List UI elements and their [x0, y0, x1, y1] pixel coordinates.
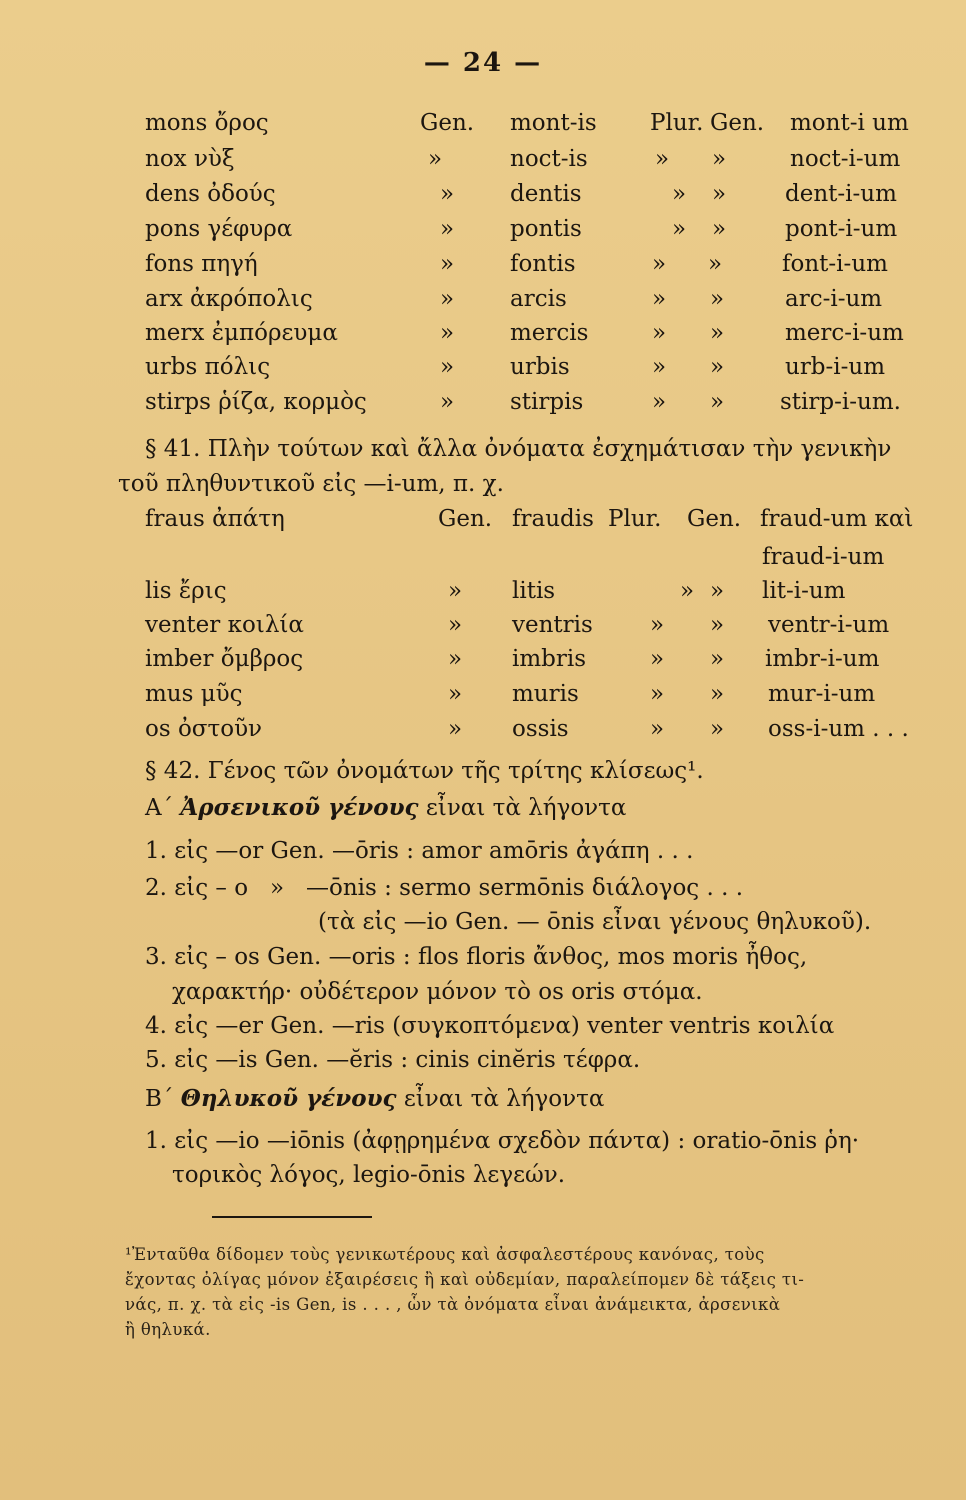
ditto-mark: »	[712, 146, 727, 172]
ditto-mark: »	[440, 354, 455, 380]
gen-plural: oss-i-um . . .	[768, 716, 909, 742]
ditto-mark: »	[710, 646, 725, 672]
rule-item-3-cont: χαρακτήρ· οὐδέτερον μόνον τὸ os oris στόμα.	[172, 979, 703, 1005]
masculine-heading	[145, 791, 626, 825]
gen-singular: muris	[512, 681, 579, 707]
footnote-line: ἢ θηλυκά.	[125, 1320, 211, 1339]
rule-item-2: 2. εἰς – o » —ōnis : sermo sermōnis διάλογος . . .	[145, 875, 744, 901]
ditto-mark: »	[428, 146, 443, 172]
ditto-mark: »	[650, 681, 665, 707]
gen-plural: noct-i-um	[790, 146, 901, 172]
ditto-mark: »	[650, 716, 665, 742]
ditto-mark: »	[650, 612, 665, 638]
ditto-mark: »	[650, 646, 665, 672]
table-row	[0, 354, 966, 388]
gen-singular: dentis	[510, 181, 582, 207]
table-row	[0, 578, 966, 612]
gen-singular: mercis	[510, 320, 589, 346]
ditto-mark: »	[710, 354, 725, 380]
noun-entry: dens ὀδούς	[145, 181, 276, 207]
gen-plural: pont-i-um	[785, 216, 898, 242]
gen-plural: stirp-i-um.	[780, 389, 901, 415]
rule-item-5: 5. εἰς —is Gen. —ĕris : cinis cinĕris τέφρα.	[145, 1047, 641, 1073]
ditto-mark: »	[440, 286, 455, 312]
gen-plural: urb-i-um	[785, 354, 886, 380]
noun-entry: mus μῦς	[145, 681, 243, 707]
gen-singular: litis	[512, 578, 556, 604]
gen-plural: fraud-um καὶ	[760, 506, 914, 532]
gen-singular: stirpis	[510, 389, 584, 415]
footnote-divider	[212, 1216, 372, 1218]
footnote-line: ἔχοντας ὀλίγας μόνον ἐξαιρέσεις ἢ καὶ οὐδεμίαν, παραλείπομεν δὲ τάξεις τι-	[125, 1270, 805, 1289]
gen-plural: ventr-i-um	[768, 612, 890, 638]
noun-entry: pons γέφυρα	[145, 216, 293, 242]
gen-label: Gen.	[687, 506, 742, 532]
gen-plural: font-i-um	[782, 251, 888, 277]
table-row	[0, 181, 966, 215]
gen-singular: pontis	[510, 216, 582, 242]
ditto-mark: »	[652, 286, 667, 312]
noun-entry: mons ὄρος	[145, 110, 269, 136]
gen-plural: mur-i-um	[768, 681, 876, 707]
ditto-mark: »	[652, 354, 667, 380]
section-41-line1: § 41. Πλὴν τούτων καὶ ἄλλα ὀνόματα ἐσχημάτισαν τὴν γενικὴν	[145, 436, 892, 462]
page-number: — 24 —	[423, 48, 543, 78]
noun-entry: fraus ἀπάτη	[145, 506, 285, 532]
ditto-mark: »	[448, 612, 463, 638]
gen-singular: fraudis	[512, 506, 594, 532]
gen-label: Gen.	[710, 110, 765, 136]
masculine-label: Ἀρσενικοῦ γένους	[180, 794, 419, 821]
noun-entry: urbs πόλις	[145, 354, 271, 380]
table-row	[0, 146, 966, 180]
noun-entry: os ὀστοῦν	[145, 716, 263, 742]
gen-singular: noct-is	[510, 146, 588, 172]
rule-item-1: 1. εἰς —or Gen. —ōris : amor amōris ἀγάπη . . .	[145, 838, 694, 864]
ditto-mark: »	[708, 251, 723, 277]
ditto-mark: »	[710, 612, 725, 638]
noun-entry: arx ἀκρόπολις	[145, 286, 313, 312]
gen-singular: mont-is	[510, 110, 597, 136]
ditto-mark: »	[440, 216, 455, 242]
masculine-rest: εἶναι τὰ λήγοντα	[418, 795, 627, 821]
table-row	[0, 216, 966, 250]
gen-plural: lit-i-um	[762, 578, 846, 604]
table-row	[0, 544, 966, 578]
ditto-mark: »	[440, 181, 455, 207]
noun-entry: lis ἔρις	[145, 578, 227, 604]
ditto-mark: »	[440, 389, 455, 415]
ditto-mark: »	[440, 320, 455, 346]
table-row	[0, 320, 966, 354]
feminine-heading	[145, 1082, 604, 1116]
ditto-mark: »	[652, 389, 667, 415]
gen-label: Gen.	[420, 110, 475, 136]
noun-entry: venter κοιλία	[145, 612, 304, 638]
noun-entry: imber ὄμβρος	[145, 646, 304, 672]
feminine-item-1: 1. εἰς —io —iōnis (ἀφῃρημένα σχεδὸν πάντα) : oratio-ōnis ῥη·	[145, 1128, 860, 1154]
ditto-mark: »	[710, 286, 725, 312]
feminine-item-1-cont: τορικὸς λόγος, legio-ōnis λεγεών.	[172, 1162, 566, 1188]
ditto-mark: »	[672, 181, 687, 207]
gen-plural: arc-i-um	[785, 286, 883, 312]
table-row	[0, 110, 966, 144]
gen-singular: ventris	[512, 612, 593, 638]
table-row	[0, 286, 966, 320]
feminine-label: Θηλυκοῦ γένους	[180, 1085, 397, 1112]
table-row	[0, 681, 966, 715]
noun-entry: merx ἐμπόρευμα	[145, 320, 338, 346]
section-41-line2: τοῦ πληθυντικοῦ εἰς —i-um, π. χ.	[118, 471, 504, 497]
noun-entry: fons πηγή	[145, 251, 258, 277]
noun-entry: stirps ῥίζα, κορμὸς	[145, 389, 367, 415]
ditto-mark: »	[710, 389, 725, 415]
rule-item-3: 3. εἰς – os Gen. —oris : flos floris ἄνθος, mos moris ἦθος,	[145, 944, 808, 970]
ditto-mark: »	[440, 251, 455, 277]
ditto-mark: »	[652, 320, 667, 346]
ditto-mark: »	[655, 146, 670, 172]
ditto-mark: »	[710, 578, 725, 604]
ditto-mark: »	[448, 716, 463, 742]
gen-label: Gen.	[438, 506, 493, 532]
ditto-mark: »	[448, 578, 463, 604]
table-row	[0, 389, 966, 423]
footnote-line: ¹Ἐνταῦθα δίδομεν τοὺς γενικωτέρους καὶ ἀσφαλεστέρους κανόνας, τοὺς	[125, 1245, 765, 1264]
rule-item-4: 4. εἰς —er Gen. —ris (συγκοπτόμενα) venter ventris κοιλία	[145, 1013, 835, 1039]
ditto-mark: »	[652, 251, 667, 277]
table-row	[0, 612, 966, 646]
ditto-mark: »	[672, 216, 687, 242]
rule-item-2-note: (τὰ εἰς —io Gen. — ōnis εἶναι γένους θηλυκοῦ).	[318, 909, 872, 935]
gen-plural: dent-i-um	[785, 181, 897, 207]
feminine-rest: εἶναι τὰ λήγοντα	[396, 1086, 605, 1112]
table-row	[0, 646, 966, 680]
ditto-mark: »	[448, 681, 463, 707]
gen-plural-alt: fraud-i-um	[762, 544, 885, 570]
table-row	[0, 506, 966, 540]
ditto-mark: »	[710, 320, 725, 346]
table-row	[0, 251, 966, 285]
section-42-heading: § 42. Γένος τῶν ὀνομάτων τῆς τρίτης κλίσεως¹.	[145, 758, 704, 784]
plur-label: Plur.	[650, 110, 704, 136]
ditto-mark: »	[680, 578, 695, 604]
noun-entry: nox νὺξ	[145, 146, 235, 172]
ditto-mark: »	[710, 716, 725, 742]
masculine-prefix: Α΄	[145, 795, 181, 821]
gen-singular: urbis	[510, 354, 570, 380]
gen-plural: imbr-i-um	[765, 646, 880, 672]
gen-singular: imbris	[512, 646, 587, 672]
gen-singular: arcis	[510, 286, 567, 312]
ditto-mark: »	[712, 181, 727, 207]
table-row	[0, 716, 966, 750]
footnote	[125, 1242, 925, 1342]
plur-label: Plur.	[608, 506, 662, 532]
gen-plural: mont-i um	[790, 110, 909, 136]
gen-singular: ossis	[512, 716, 569, 742]
gen-plural: merc-i-um	[785, 320, 904, 346]
gen-singular: fontis	[510, 251, 576, 277]
ditto-mark: »	[710, 681, 725, 707]
ditto-mark: »	[448, 646, 463, 672]
ditto-mark: »	[712, 216, 727, 242]
feminine-prefix: Β΄	[145, 1086, 181, 1112]
footnote-line: νάς, π. χ. τὰ εἰς -is Gen, is . . . , ὧν τὰ ὀνόματα εἶναι ἀνάμεικτα, ἀρσενικὰ	[125, 1295, 781, 1314]
